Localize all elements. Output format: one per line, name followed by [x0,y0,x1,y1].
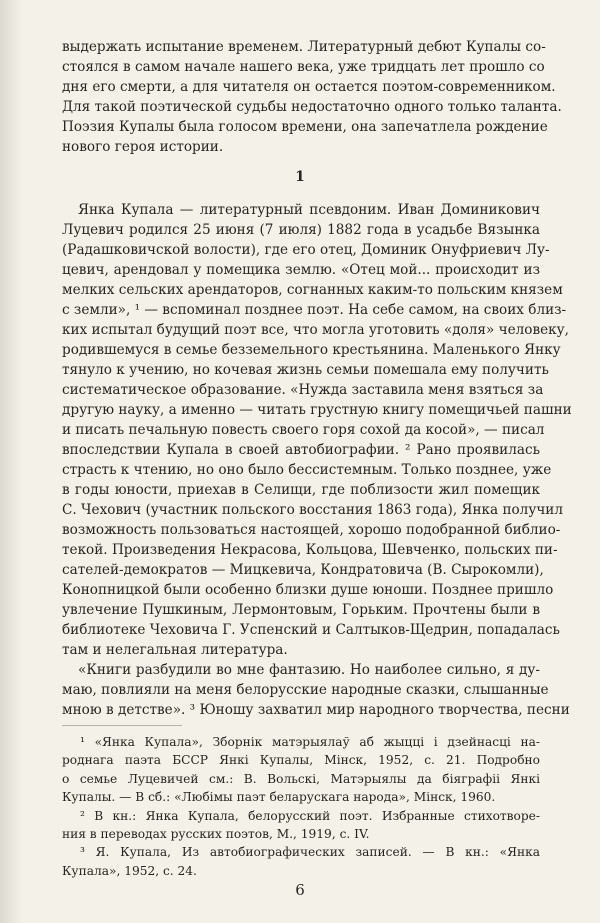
text-line: стоялся в самом начале нашего века, уже тридцать лет прошло со [62,59,545,75]
footnote-line: ¹ «Янка Купала», Зборнік матэрыялаў аб жыцці і дзейнасці на- [80,735,540,749]
text-line: сателей-демократов — Мицкевича, Кондратовича (В. Сырокомли), [62,562,544,578]
footnote-line: роднага паэта БССР Янкі Купалы, Мінск, 1952, с. 21. Подробно [62,753,540,768]
footnote-line: о семье Луцевичей см.: В. Вольскі, Матэрыялы да біяграфіі Янкі [62,771,540,786]
text-line: выдержать испытание временем. Литературный дебют Купалы со- [62,39,546,55]
text-line: возможность пользоваться настоящей, хорошо подобранной библио- [62,522,561,538]
text-line: С. Чехович (участник польского восстания 1863 года), Янка получил [62,502,564,518]
text-line: маю, повлияли на меня белорусские народные сказки, слышанные [62,682,549,698]
text-line: мелких сельских арендаторов, согнанных каким-то польским князем [62,282,563,298]
text-line: в годы юности, приехав в Селищи, где поблизости жил помещик [62,482,540,498]
footnote-line: ² В кн.: Янка Купала, белорусский поэт. Избранные стихотворе- [80,808,540,823]
text-line: страсть к чтению, но оно было бессистемным. Только позднее, уже [62,462,552,478]
text-line: Луцевич родился 25 июня (7 июля) 1882 года в усадьбе Вязынка [62,222,540,238]
page-number: 6 [295,881,305,899]
text-line: «Книги разбудили во мне фантазию. Но наиболее сильно, я ду- [78,662,540,678]
text-line: увлечение Пушкиным, Лермонтовым, Горьким. Прочтены были в [62,602,540,618]
text-line: (Радашковичской волости), где его отец, Доминик Онуфриевич Лу- [62,242,550,258]
text-line: ких испытал будущий поэт все, что могла уготовить «доля» человеку, [62,322,569,338]
text-line: нового героя истории. [62,139,224,155]
text-line: систематическое образование. «Нужда заставила меня взяться за [62,382,544,398]
text-line: другую науку, а именно — читать грустную книгу помещичьей пашни [62,402,572,418]
footnote-line: ³ Я. Купала, Из автобиографических записей. — В кн.: «Янка [80,845,540,860]
footnote-line: ния в переводах русских поэтов, М., 1919, с. IV. [62,827,370,841]
text-line: родившемуся в семье безземельного крестьянина. Маленького Янку [62,342,561,358]
text-line: и писать печальную повесть своего горя сохой да косой», — писал [62,422,545,438]
text-line: текой. Произведения Некрасова, Кольцова, Шевченко, польских пи- [62,542,558,558]
text-line: дня его смерти, а для читателя он остается поэтом-современником. [62,79,556,95]
section-number: 1 [295,169,305,185]
text-line: цевич, арендовал у помещика землю. «Отец мой... происходит из [62,262,540,278]
footnote-line: Купала», 1952, с. 24. [62,863,197,878]
text-line: там и нелегальная литература. [62,642,288,658]
text-line: с земли», ¹ — вспоминал позднее поэт. На себе самом, на своих близ- [62,302,567,318]
page-fold-shadow [0,0,22,923]
text-line: мною в детстве». ³ Юношу захватил мир народного творчества, песни [62,702,570,718]
text-line: Конопницкой были особенно близки душе юноши. Позднее пришло [62,582,554,598]
footnote-line: Купалы. — В сб.: «Любімы паэт беларускага народа», Мінск, 1960. [62,790,496,805]
text-line: Янка Купала — литературный псевдоним. Иван Доминикович [78,202,540,218]
text-line: впоследствии Купала в своей автобиографии. ² Рано проявилась [62,442,540,458]
footnote-separator [62,725,182,726]
text-line: тянуло к учению, но кочевая жизнь семьи помешала ему получить [62,362,549,378]
text-line: библиотеке Чеховича Г. Успенский и Салтыков-Щедрин, попадалась [62,622,560,638]
text-line: Поэзия Купалы была голосом времени, она запечатлела рождение [62,119,548,135]
text-line: Для такой поэтической судьбы недостаточно одного только таланта. [62,99,562,115]
